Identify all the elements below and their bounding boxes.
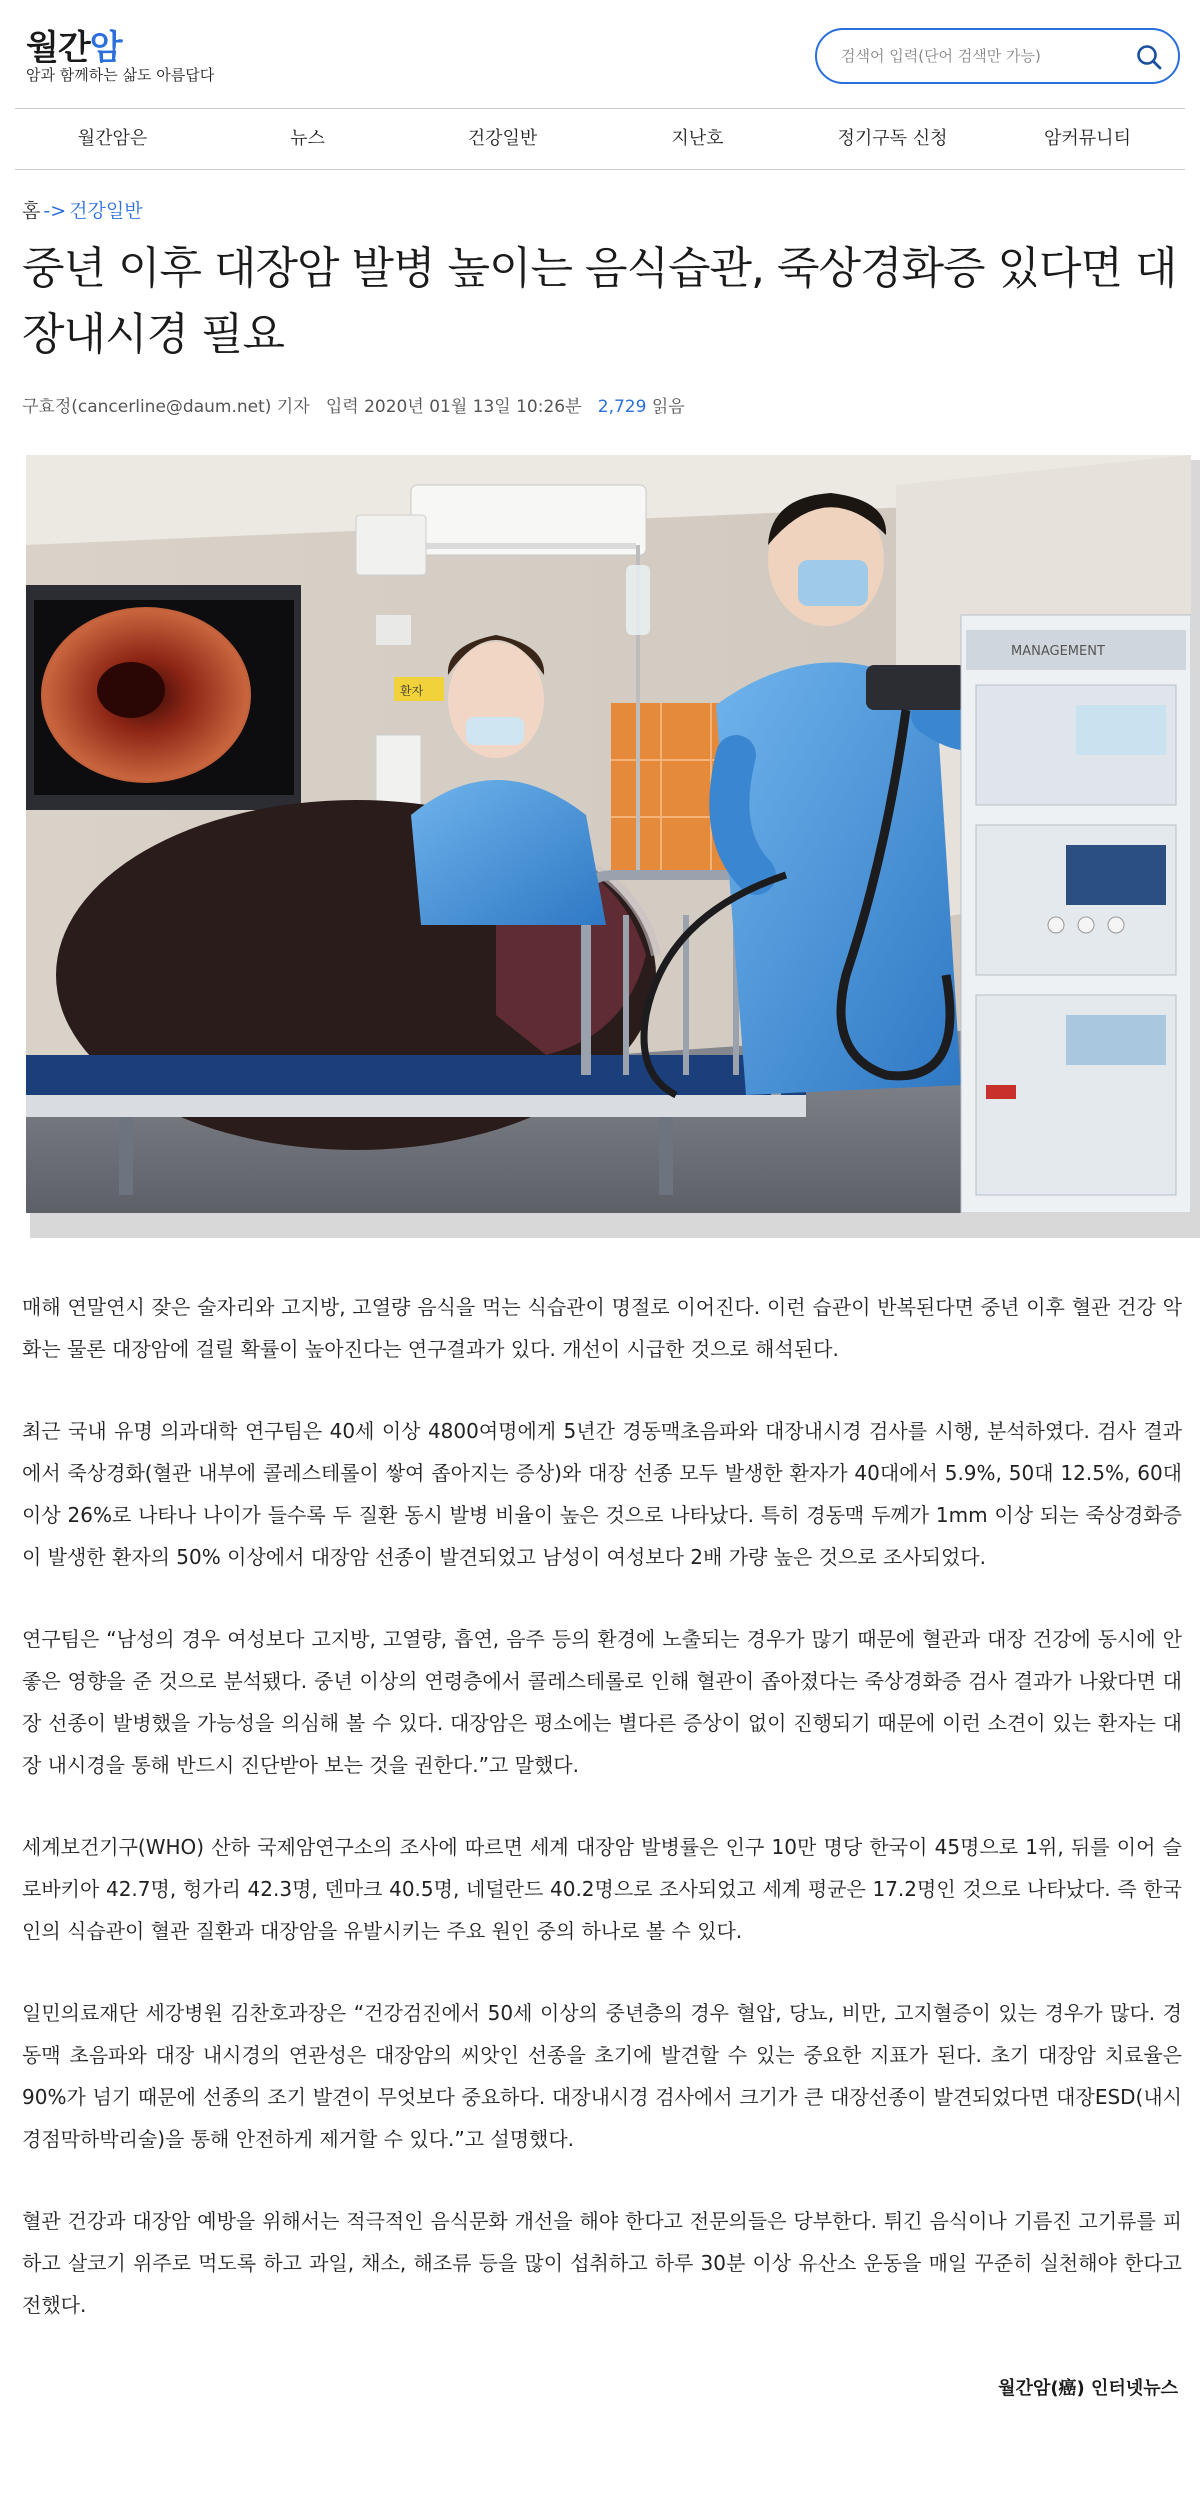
site-logo[interactable] [26,20,122,69]
search-input[interactable] [841,42,1111,70]
nav-item-subscribe[interactable]: 정기구독 신청 [837,128,948,149]
breadcrumb-home[interactable]: 홈 [22,200,41,222]
article-paragraph: 혈관 건강과 대장암 예방을 위해서는 적극적인 음식문화 개선을 해야 한다고 전문의들은 당부한다. 튀긴 음식이나 기름진 고기류를 피하고 살코기 위주로 먹도록 하고 과일, 채소, 해조류 등을 많이 섭취하고 하루 30분 이상 유산소 운동을 매일 꾸준히 실천해야 한다고 전했다. [22,2209,1182,2317]
article-paragraph: 매해 연말연시 잦은 술자리와 고지방, 고열량 음식을 먹는 식습관이 명절로 이어진다. 이런 습관이 반복된다면 중년 이후 혈관 건강 악화는 물론 대장암에 걸릴 확률이 높아진다는 연구결과가 있다. 개선이 시급한 것으로 해석된다. [22,1295,1182,1361]
main-nav [15,108,1185,170]
endoscopy-room-illustration [26,455,1191,1213]
photo-tower-label: MANAGEMENT [1011,644,1105,659]
article-paragraph: 세계보건기구(WHO) 산하 국제암연구소의 조사에 따르면 세계 대장암 발병률은 인구 10만 명당 한국이 45명으로 1위, 뒤를 이어 슬로바키아 42.7명, 헝가리 42.3명, 덴마크 40.5명, 네덜란드 40.2명으로 조사되었고 세계 평균은 17.2명인 것으로 나타났다. 즉 한국인의 식습관이 혈관 질환과 대장암을 유발시키는 주요 원인 중의 하나로 볼 수 있다. [22,1835,1182,1943]
nav-item-news[interactable]: 뉴스 [290,128,325,149]
article-body [22,1286,1182,2366]
photo-sign-text: 환자 [400,684,424,698]
article-photo [26,455,1191,1213]
breadcrumb-arrow: -> [43,200,67,222]
article-paragraph: 연구팀은 “남성의 경우 여성보다 고지방, 고열량, 흡연, 음주 등의 환경에 노출되는 경우가 많기 때문에 혈관과 대장 건강에 동시에 안 좋은 영향을 준 것으로 분석됐다. 중년 이상의 연령층에서 콜레스테롤로 인해 혈관이 좁아졌다는 죽상경화증 검사 결과가 나왔다면 대장 선종이 발병했을 가능성을 의심해 볼 수 있다. 대장암은 평소에는 별다른 증상이 없이 진행되기 때문에 이런 소견이 있는 환자는 대장 내시경을 통해 반드시 진단받아 보는 것을 권한다.”고 말했다. [22,1627,1182,1777]
article-paragraph: 최근 국내 유명 의과대학 연구팀은 40세 이상 4800여명에게 5년간 경동맥초음파와 대장내시경 검사를 시행, 분석하였다. 검사 결과에서 죽상경화(혈관 내부에 콜레스테롤이 쌓여 좁아지는 증상)와 대장 선종 모두 발생한 환자가 40대에서 5.9%, 50대 12.5%, 60대 이상 26%로 나타나 나이가 들수록 두 질환 동시 발병 비율이 높은 것으로 나타났다. 특히 경동맥 두께가 1mm 이상 되는 죽상경화증이 발생한 환자의 50% 이상에서 대장암 선종이 발견되었고 남성이 여성보다 2배 가량 높은 것으로 조사되었다. [22,1419,1182,1569]
view-count: 2,729 [597,397,647,417]
logo-accent: 암 [89,28,122,68]
logo-main: 월간 [26,28,90,68]
nav-item-back-issues[interactable]: 지난호 [671,128,724,149]
nav-item-health[interactable]: 건강일반 [467,128,538,149]
nav-item-about[interactable]: 월간암은 [77,128,148,149]
nav-item-community[interactable]: 암커뮤니티 [1044,128,1131,149]
site-slogan: 암과 함께하는 삶도 아름답다 [26,66,215,84]
view-count-label: 읽음 [651,397,685,417]
article-paragraph: 일민의료재단 세강병원 김찬호과장은 “건강검진에서 50세 이상의 중년층의 경우 혈압, 당뇨, 비만, 고지혈증이 있는 경우가 많다. 경동맥 초음파와 대장 내시경의 연관성은 대장암의 씨앗인 선종을 초기에 발견할 수 있는 중요한 지표가 된다. 초기 대장암 치료율은 90%가 넘기 때문에 선종의 조기 발견이 무엇보다 중요하다. 대장내시경 검사에서 크기가 큰 대장선종이 발견되었다면 대장ESD(내시경점막하박리술)을 통해 안전하게 제거할 수 있다.”고 설명했다. [22,2001,1182,2151]
article-meta [22,392,685,417]
article-credit: 월간암(癌) 인터넷뉴스 [998,2378,1178,2399]
article-title: 중년 이후 대장암 발병 높이는 음식습관, 죽상경화증 있다면 대장내시경 필요 [22,243,1177,360]
article-date: 입력 2020년 01월 13일 10:26분 [325,397,582,417]
site-header [0,0,1200,108]
search-button[interactable] [1134,42,1164,72]
breadcrumb [22,196,143,223]
search-icon [1134,42,1164,72]
search-box [815,28,1180,84]
breadcrumb-current[interactable]: 건강일반 [69,200,143,222]
article-author: 구효정(cancerline@daum.net) 기자 [22,397,310,417]
